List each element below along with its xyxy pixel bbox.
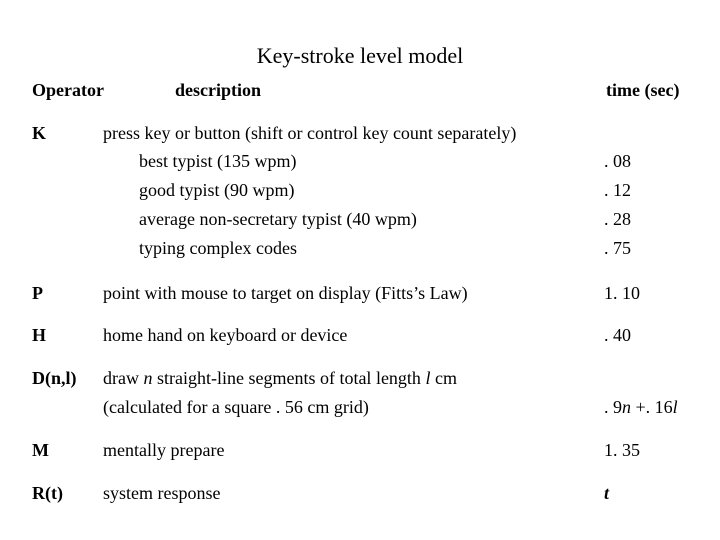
text-segment: draw [103,368,144,388]
text-segment: cm [430,368,457,388]
header-time: time (sec) [606,80,680,100]
variable-l: l [425,368,431,388]
sub-item-label: good typist (90 wpm) [139,180,295,200]
description-h: home hand on keyboard or device [103,325,348,345]
text-segment: . 9 [604,397,622,417]
header-operator: Operator [32,80,104,100]
time-d [604,398,678,416]
time-m: 1. 35 [604,440,640,460]
variable-n: n [622,397,631,417]
text-segment: +. 16 [631,397,673,417]
description-k: press key or button (shift or control key count separately) [103,123,517,143]
page-title: Key-stroke level model [256,43,464,68]
variable-n: n [143,368,153,388]
operator-r: R(t) [32,483,63,503]
time-p: 1. 10 [604,283,640,303]
description-r: system response [103,483,221,503]
sub-item-label: average non-secretary typist (40 wpm) [139,209,417,229]
header-description: description [175,80,262,100]
description-p: point with mouse to target on display (Fitts’s Law) [103,283,468,303]
sub-item-time: . 08 [604,151,631,171]
sub-item-label: typing complex codes [139,238,297,258]
time-r: t [604,483,610,503]
operator-k: K [32,123,47,143]
operator-d: D(n,l) [32,368,77,388]
time-h: . 40 [604,325,631,345]
text-segment: straight-line segments of total length [152,368,426,388]
sub-item-time: . 12 [604,180,631,200]
variable-l: l [672,397,678,417]
sub-item-time: . 75 [604,238,631,258]
operator-h: H [32,325,47,345]
operator-m: M [32,440,49,460]
description-d-line2: (calculated for a square . 56 cm grid) [103,397,369,417]
sub-item-label: best typist (135 wpm) [139,151,297,171]
operator-p: P [32,283,43,303]
description-d-line1 [103,369,457,387]
description-m: mentally prepare [103,440,225,460]
sub-item-time: . 28 [604,209,631,229]
